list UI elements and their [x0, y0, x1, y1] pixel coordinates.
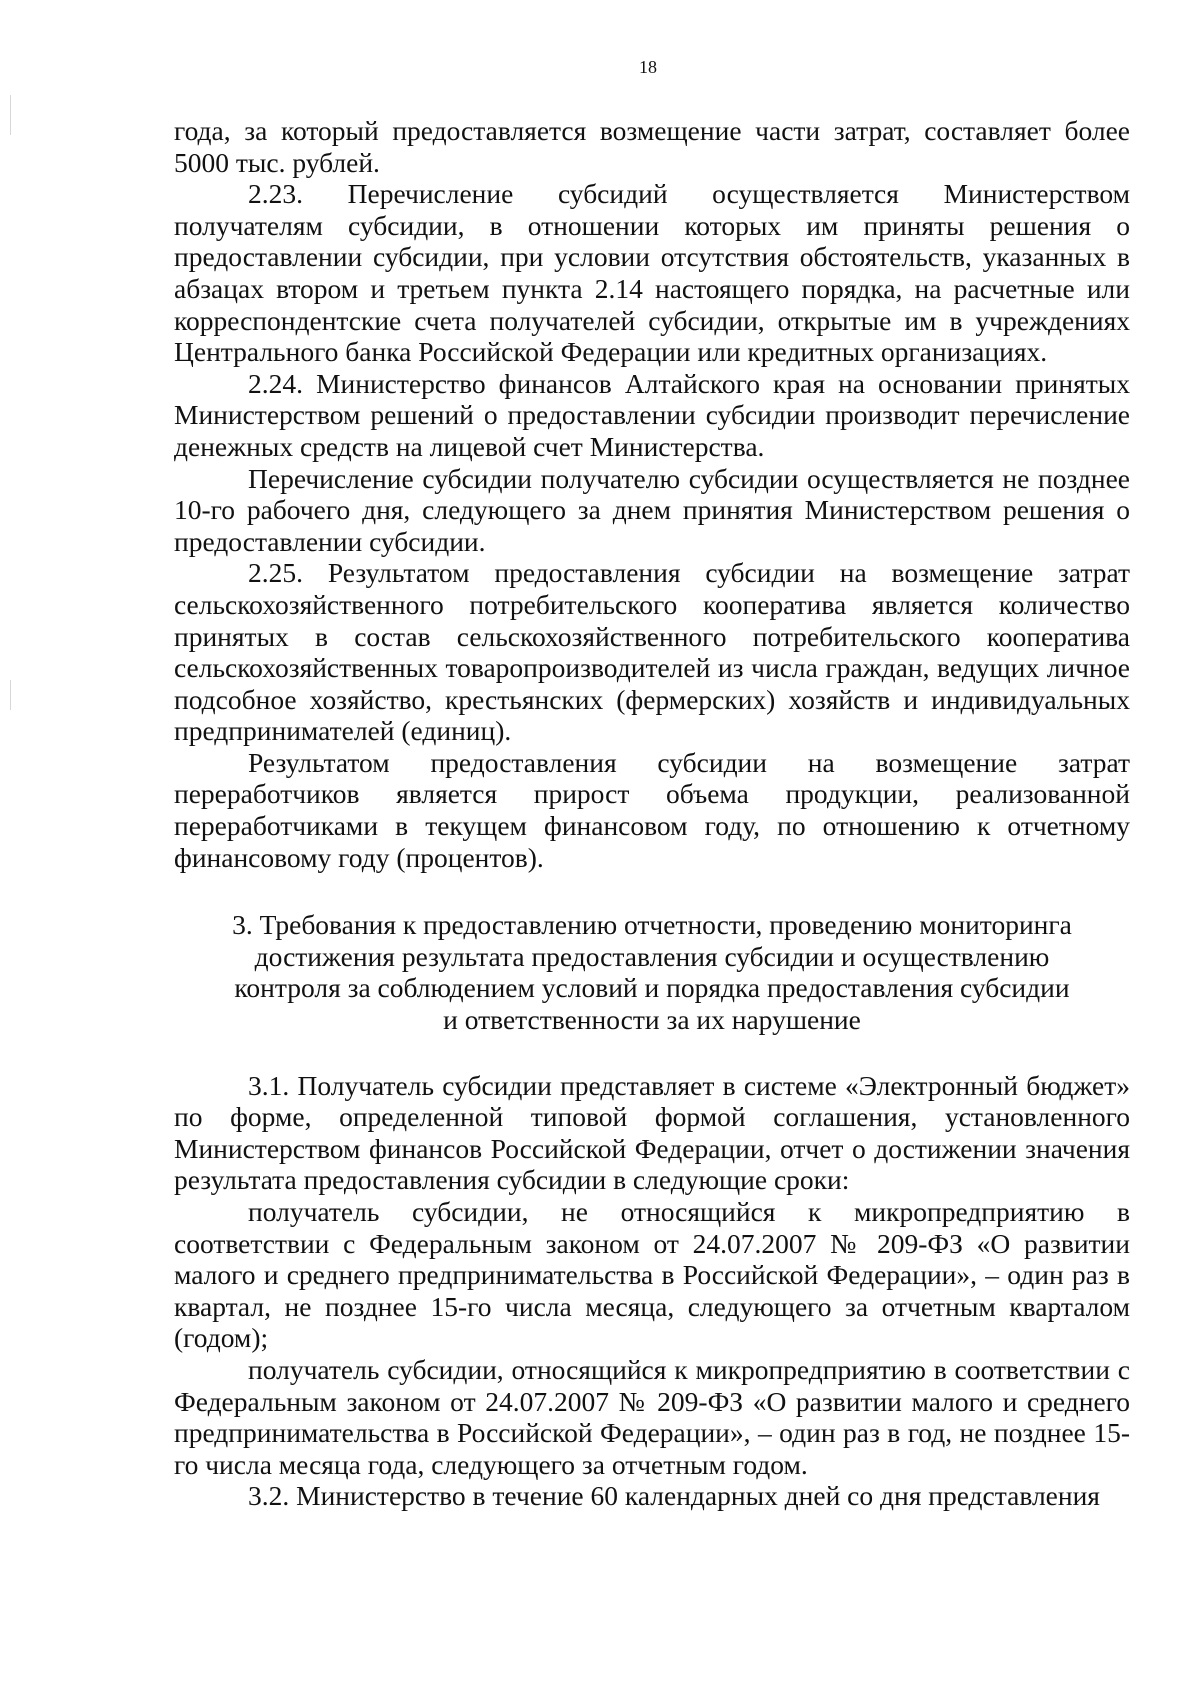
paragraph-3-2: 3.2. Министерство в течение 60 календарных дней со дня представления	[248, 1480, 1100, 1512]
section-3-heading	[174, 909, 1130, 1035]
paragraph-continuation: года, за который предоставляется возмещение части затрат, составляет более 5000 тыс. рублей.	[174, 115, 1130, 178]
paragraph-transfer-deadline: Перечисление субсидии получателю субсидии осуществляется не позднее 10-го рабочего дня, следующего за днем принятия Министерством решения о предоставлении субсидии.	[174, 462, 1130, 557]
heading-line: и ответственности за их нарушение	[443, 1004, 861, 1036]
paragraph-micro-recipient: получатель субсидии, относящийся к микропредприятию в соответствии с Федеральным законом от 24.07.2007 № 209-ФЗ «О развитии малого и среднего предпринимательства в Российской Федерации», – один раз в год, не позднее 15-го числа месяца года, следующего за отчетным годом.	[174, 1353, 1130, 1480]
paragraph-non-micro-recipient: получатель субсидии, не относящийся к микропредприятию в соответствии с Федеральным законом от 24.07.2007 № 209-ФЗ «О развитии малого и среднего предпринимательства в Российской Федерации», – один раз в квартал, не позднее 15-го числа месяца, следующего за отчетным кварталом (годом);	[174, 1196, 1130, 1354]
page-number: 18	[639, 57, 657, 77]
document-body	[174, 115, 1130, 1512]
heading-line: 3. Требования к предоставлению отчетности, проведению мониторинга	[232, 909, 1072, 941]
paragraph-3-1: 3.1. Получатель субсидии представляет в системе «Электронный бюджет» по форме, определенной типовой формой соглашения, установленного Министерством финансов Российской Федерации, отчет о достижении значения результата предоставления субсидии в следующие сроки:	[174, 1069, 1130, 1196]
paragraph-2-25: 2.25. Результатом предоставления субсидии на возмещение затрат сельскохозяйственного потребительского кооператива является количество принятых в состав сельскохозяйственного потребительского кооператива сельскохозяйственных товаропроизводителей из числа граждан, ведущих личное подсобное хозяйство, крестьянских (фермерских) хозяйств и индивидуальных предпринимателей (единиц).	[174, 557, 1130, 747]
paragraph-2-23: 2.23. Перечисление субсидий осуществляется Министерством получателям субсидии, в отношении которых им приняты решения о предоставлении субсидии, при условии отсутствия обстоятельств, указанных в абзацах втором и третьем пункта 2.14 настоящего порядка, на расчетные или корреспондентские счета получателей субсидии, открытые им в учреждениях Центрального банка Российской Федерации или кредитных организациях.	[174, 178, 1130, 368]
paragraph-processors-result: Результатом предоставления субсидии на возмещение затрат переработчиков является прирост объема продукции, реализованной переработчиками в текущем финансовом году, по отношению к отчетному финансовому году (процентов).	[174, 746, 1130, 873]
paragraph-2-24: 2.24. Министерство финансов Алтайского края на основании принятых Министерством решений о предоставлении субсидии производит перечисление денежных средств на лицевой счет Министерства.	[174, 367, 1130, 462]
heading-line: достижения результата предоставления субсидии и осуществлению	[254, 940, 1050, 972]
heading-line: контроля за соблюдением условий и порядка предоставления субсидии	[234, 972, 1070, 1004]
scan-edge-mark	[10, 680, 11, 710]
scan-edge-mark	[10, 95, 11, 135]
